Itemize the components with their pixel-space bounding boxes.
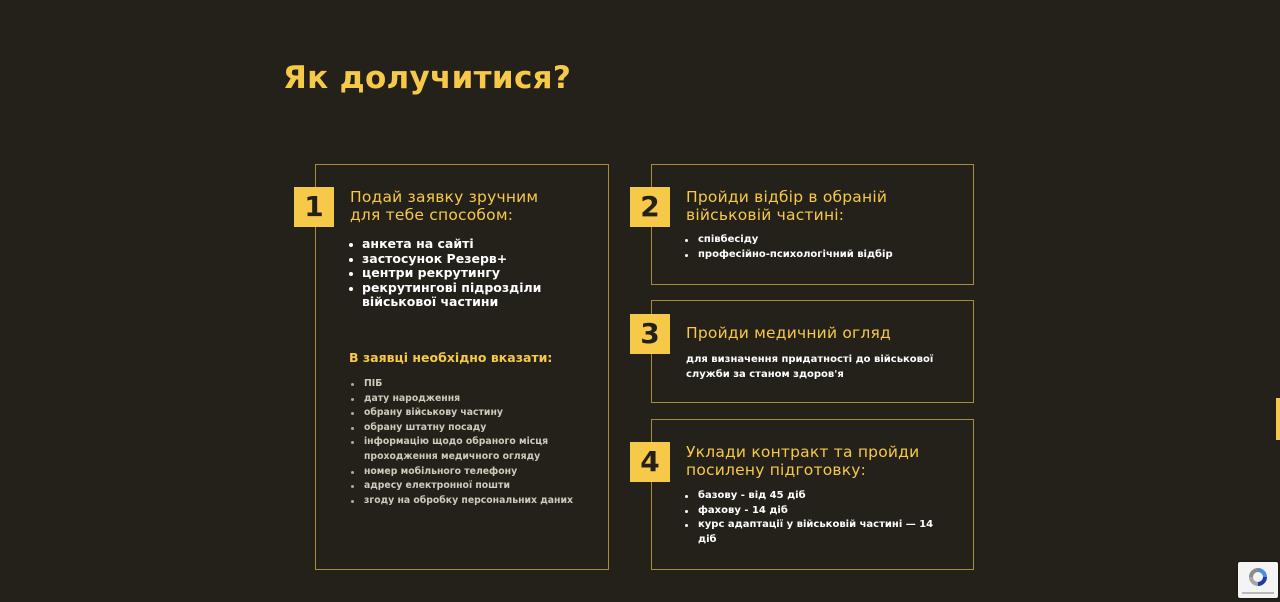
step-heading-line: військовій частині: [686, 206, 845, 224]
step-heading-line: Пройди медичний огляд [686, 324, 891, 342]
list-item: анкета на сайті [348, 237, 578, 252]
list-item: обрану військову частину [350, 406, 580, 421]
list-item: дату народження [350, 392, 580, 407]
recaptcha-icon [1247, 566, 1269, 588]
step-heading [686, 324, 891, 342]
step-number-badge: 3 [630, 314, 670, 354]
application-methods-list [348, 237, 578, 310]
step-number-badge: 4 [630, 442, 670, 482]
step-card-2 [640, 164, 974, 285]
step-heading-line: Уклади контракт та пройди [686, 443, 920, 461]
step-number-badge: 2 [630, 187, 670, 227]
step-card-3 [640, 300, 974, 403]
step-number-badge: 1 [294, 187, 334, 227]
list-item: номер мобільного телефону [350, 465, 580, 480]
list-item: інформацію щодо обраного місця проходження медичного огляду [350, 435, 554, 464]
list-item: рекрутингові підрозділи військової частини [348, 281, 552, 310]
step-heading-line: Пройди відбір в обраній [686, 188, 888, 206]
list-item: центри рекрутингу [348, 266, 578, 281]
list-item: базову - від 45 діб [684, 489, 934, 504]
list-item: співбесіду [684, 233, 954, 248]
required-info-list [350, 377, 580, 508]
step-description: для визначення придатності до військової служби за станом здоров'я [686, 354, 934, 380]
list-item: курс адаптації у військовій частині — 14 діб [684, 518, 934, 547]
required-info-heading: В заявці необхідно вказати: [349, 350, 553, 365]
list-item: професійно-психологічний відбір [684, 248, 954, 263]
side-tab-icon[interactable] [1276, 398, 1280, 440]
recaptcha-fine-print [1242, 592, 1274, 594]
step-card-1 [304, 164, 609, 570]
page-title: Як долучитися? [283, 60, 572, 96]
step-card-4 [640, 419, 974, 570]
step-heading [686, 188, 887, 224]
step-heading-line: Подай заявку зручним [350, 188, 539, 206]
recaptcha-badge[interactable] [1238, 562, 1278, 598]
training-list [684, 489, 934, 547]
selection-list [684, 233, 954, 262]
list-item: адресу електронної пошти [350, 479, 580, 494]
step-heading-line: посилену підготовку: [686, 461, 867, 479]
list-item: застосунок Резерв+ [348, 252, 578, 267]
list-item: фахову - 14 діб [684, 504, 934, 519]
step-heading [350, 188, 538, 224]
list-item: ПІБ [350, 377, 580, 392]
step-heading [686, 443, 919, 479]
list-item: обрану штатну посаду [350, 421, 580, 436]
step-heading-line: для тебе способом: [350, 206, 514, 224]
list-item: згоду на обробку персональних даних [350, 494, 580, 509]
